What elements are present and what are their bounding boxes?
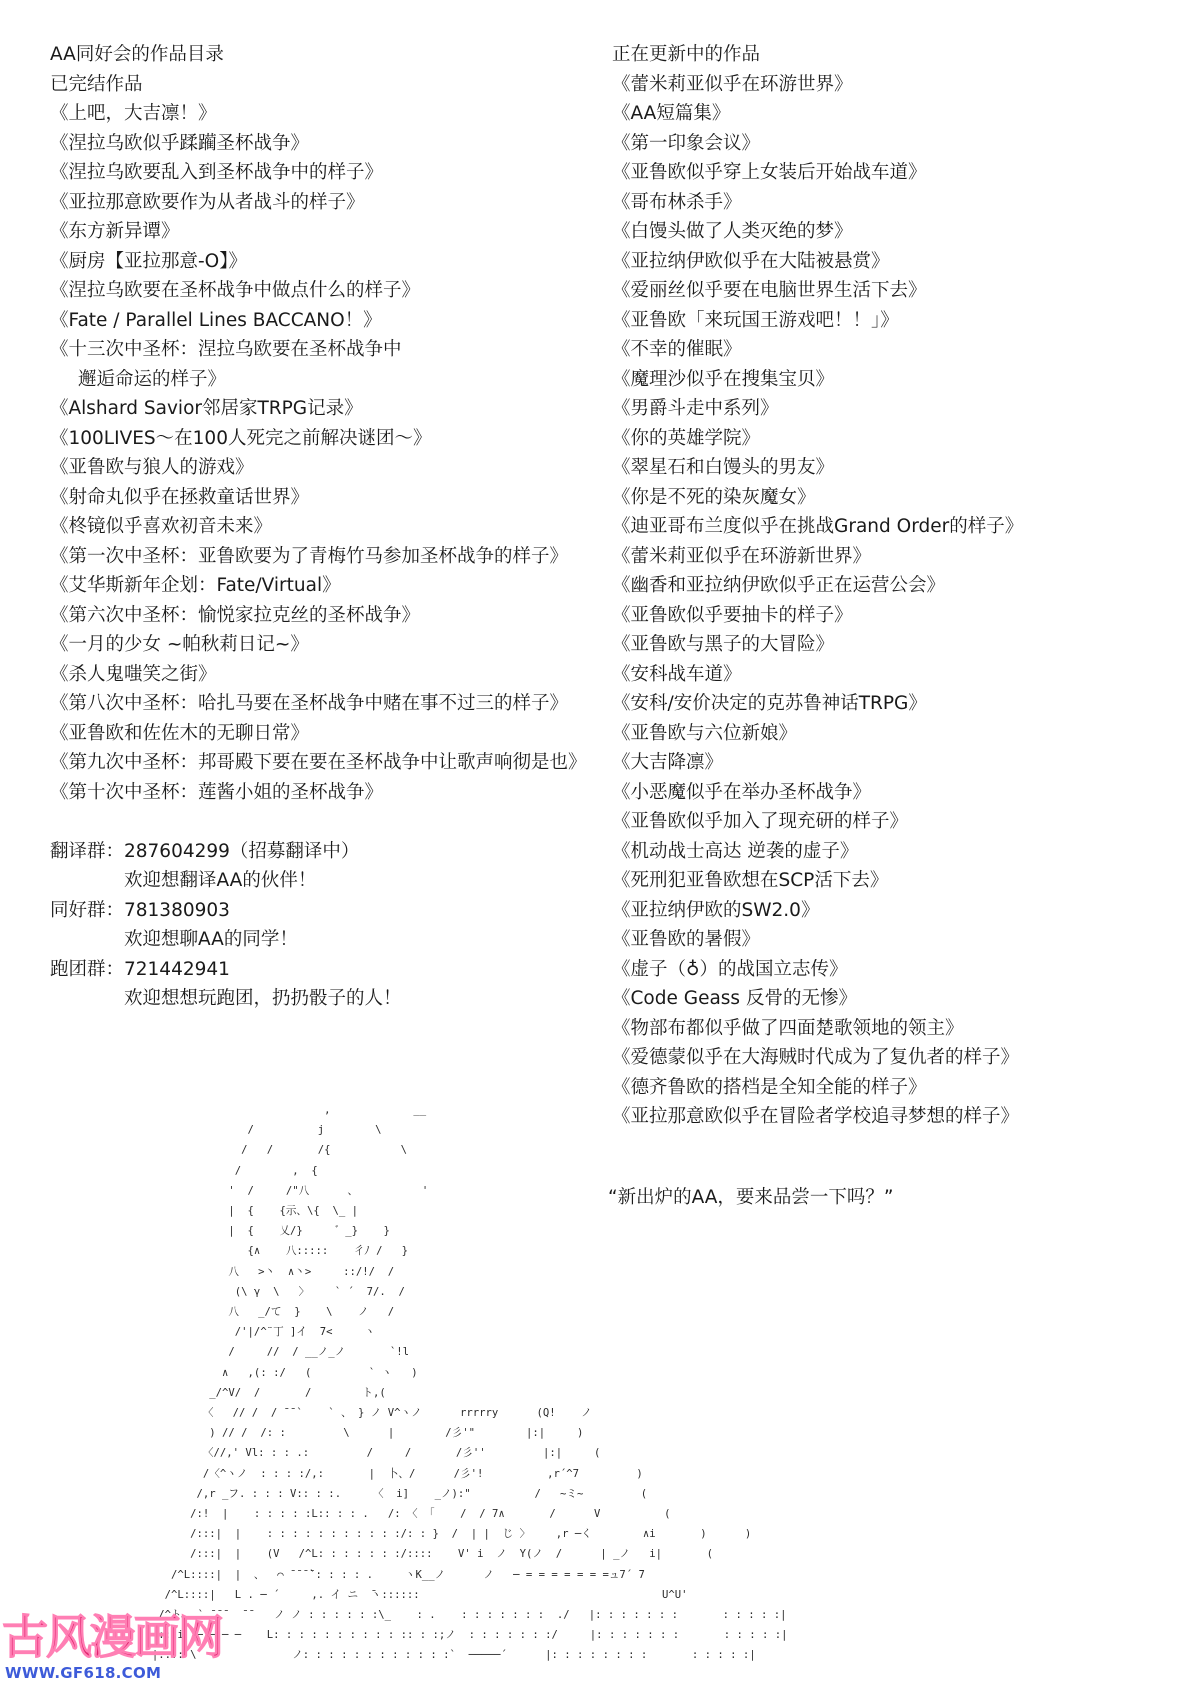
- watermark-url: WWW.GF618.COM: [5, 1664, 162, 1682]
- completed-works-list: [50, 99, 610, 807]
- ongoing-works-list: [612, 70, 1192, 1132]
- work-title: 《魔理沙似乎在搜集宝贝》: [612, 368, 835, 390]
- group-label: 同好群：: [50, 899, 125, 921]
- watermark-logo: 古风漫画网: [2, 1610, 222, 1664]
- work-title: 《亚鲁欧和佐佐木的无聊日常》: [50, 722, 310, 744]
- work-title: 《亚鲁欧的暑假》: [612, 929, 761, 950]
- work-title: 《柊镜似乎喜欢初音未来》: [50, 516, 273, 537]
- work-title: 《亚鲁欧与黑子的大冒险》: [612, 634, 835, 655]
- work-title: 《东方新异谭》: [50, 221, 180, 242]
- work-title: 《亚鲁欧与六位新娘》: [612, 722, 798, 744]
- work-title: 《男爵斗走中系列》: [612, 398, 779, 419]
- qq-groups: [50, 837, 610, 1014]
- work-title: 《亚拉纳伊欧的SW2.0》: [612, 899, 820, 921]
- work-title: 《涅拉乌欧要在圣杯战争中做点什么的样子》: [50, 280, 421, 301]
- group-label: 跑团群：: [50, 958, 125, 980]
- work-title: 《涅拉乌欧要乱入到圣杯战争中的样子》: [50, 162, 384, 183]
- work-title: 《德齐鲁欧的搭档是全知全能的样子》: [612, 1076, 927, 1098]
- work-title: 《亚鲁欧似乎加入了现充研的样子》: [612, 811, 909, 832]
- work-title: 《涅拉乌欧似乎蹂躏圣杯战争》: [50, 132, 310, 154]
- group-note: 欢迎想翻译AA的伙伴！: [124, 870, 317, 891]
- work-title: 《亚拉那意欧要作为从者战斗的样子》: [50, 191, 365, 213]
- work-title: 《100LIVES～在100人死完之前解决谜团～》: [50, 427, 432, 449]
- catalog-title: AA同好会的作品目录: [50, 44, 224, 65]
- work-title: 《物部布都似乎做了四面楚歌领地的领主》: [612, 1017, 964, 1039]
- group-number: 781380903: [124, 899, 230, 921]
- work-title: 《第一印象会议》: [612, 132, 761, 154]
- work-title: 《迪亚哥布兰度似乎在挑战Grand Order的样子》: [612, 516, 1024, 537]
- work-title: 《Fate / Parallel Lines BACCANO！》: [50, 309, 382, 331]
- work-title: 《亚鲁欧似乎穿上女装后开始战车道》: [612, 162, 927, 183]
- work-title: 《杀人鬼嗤笑之街》: [50, 663, 217, 685]
- work-title: 《机动战士高达 逆袭的虚子》: [612, 840, 859, 862]
- work-title: 《你的英雄学院》: [612, 427, 761, 449]
- work-title: 《虚子（♁）的战国立志传》: [612, 958, 848, 980]
- work-title: 《翠星石和白馒头的男友》: [612, 457, 835, 478]
- work-title: 《你是不死的染灰魔女》: [612, 486, 816, 508]
- work-title: 《第八次中圣杯：哈扎马要在圣杯战争中赌在事不过三的样子》: [50, 693, 569, 714]
- group-note: 欢迎想想玩跑团，扔扔骰子的人！: [124, 988, 402, 1009]
- work-title: 《射命丸似乎在拯救童话世界》: [50, 486, 310, 508]
- work-title: 《第一次中圣杯：亚鲁欧要为了青梅竹马参加圣杯战争的样子》: [50, 545, 569, 567]
- work-title: 《小恶魔似乎在举办圣杯战争》: [612, 781, 872, 803]
- completed-section-title: 已完结作品: [50, 73, 143, 95]
- work-title: 《不幸的催眠》: [612, 339, 742, 360]
- work-title: 《爱丽丝似乎要在电脑世界生活下去》: [612, 280, 927, 301]
- work-title: 《亚拉那意欧似乎在冒险者学校追寻梦想的样子》: [612, 1106, 1020, 1127]
- work-title: 《Code Geass 反骨的无惨》: [612, 988, 857, 1009]
- group-number: 287604299（招募翻译中）: [124, 840, 360, 862]
- work-title: 《上吧，大吉凛！》: [50, 103, 217, 124]
- work-title: 《厨房【亚拉那意-O】》: [50, 250, 247, 272]
- work-title: 《亚拉纳伊欧似乎在大陆被悬赏》: [612, 250, 890, 272]
- work-title: 《一月的少女 ~帕秋莉日记~》: [50, 634, 309, 655]
- group-label: 翻译群：: [50, 840, 125, 862]
- work-title: 《艾华斯新年企划：Fate/Virtual》: [50, 575, 341, 596]
- work-title: 《十三次中圣杯：涅拉乌欧要在圣杯战争中: [50, 339, 402, 360]
- group-number: 721442941: [124, 958, 230, 980]
- work-title: 《爱德蒙似乎在大海贼时代成为了复仇者的样子》: [612, 1047, 1020, 1068]
- work-title: 《死刑犯亚鲁欧想在SCP活下去》: [612, 870, 889, 891]
- work-title: 《第十次中圣杯：莲酱小姐的圣杯战争》: [50, 781, 384, 803]
- work-title: 《安科战车道》: [612, 663, 742, 685]
- work-title: 《幽香和亚拉纳伊欧似乎正在运营公会》: [612, 575, 946, 596]
- work-title-continued: 邂逅命运的样子》: [78, 368, 227, 390]
- ongoing-section-title: 正在更新中的作品: [612, 44, 761, 65]
- work-title: 《哥布林杀手》: [612, 191, 742, 213]
- work-title: 《Alshard Savior邻居家TRPG记录》: [50, 398, 363, 419]
- work-title: 《安科/安价决定的克苏鲁神话TRPG》: [612, 693, 927, 714]
- work-title: 《第六次中圣杯：愉悦家拉克丝的圣杯战争》: [50, 604, 421, 626]
- work-title: 《亚鲁欧似乎要抽卡的样子》: [612, 604, 853, 626]
- work-title: 《AA短篇集》: [612, 103, 731, 124]
- work-title: 《白馒头做了人类灭绝的梦》: [612, 221, 853, 242]
- work-title: 《第九次中圣杯：邦哥殿下要在要在圣杯战争中让歌声响彻是也》: [50, 752, 587, 773]
- work-title: 《亚鲁欧与狼人的游戏》: [50, 457, 254, 478]
- watermark: [2, 1610, 222, 1682]
- completed-works-column: [50, 40, 610, 1014]
- work-title: 《蕾米莉亚似乎在环游新世界》: [612, 545, 872, 567]
- group-note: 欢迎想聊AA的同学！: [124, 929, 298, 950]
- work-title: 《大吉降凛》: [612, 752, 724, 773]
- ongoing-works-column: [612, 40, 1192, 1132]
- speech-quote: “新出炉的AA，要来品尝一下吗？”: [608, 1187, 894, 1208]
- work-title: 《亚鲁欧「来玩国王游戏吧！！」》: [612, 309, 899, 331]
- work-title: 《蕾米莉亚似乎在环游世界》: [612, 73, 853, 95]
- ascii-art-illustration: , __ / j \ / / /{ \ / , { ' / /"八 、 ' | { {示、\{ \_ | | { 乂/} ゛_} } {∧ 八::::: 彳ﾉ / } 八 >丶 ∧丶> ::/!/ / (\ γ \ 〉 ` ´ 7/. / 八 _/て } \ ノ / /'|/^¨丁 ]イ ̄7< ヽ / // / __ノ_ノ `!l ∧ ,(: :/ ( ` ヽ ) _/^V/ / / ト,( 〈 // / / ̄ ̄ ` ` 、 } ノ V^ヽノ rrrrry (Q! ノ ) // / /: : \ | /彡'" |:| ) 〈//,' Vl: : : .: / / /彡'' |:| ( /〈^ヽノ : : : :/,: | 卜、/ /彡'! ,r´^7 ) /,r _フ. : : : V:: : :. 〈 i] _ノ):" / ~ミ~ ( /:! | : : : : :L:: : : . /: 〈 「 / / 7∧ / V ( /:::| | : : : : : : : : : : :/: : } / | | じ 〉 ,r ─く ∧i ) ) /:::| | (V /^L: : : : : : :/:::: V' i ノ Y(ノ / | _ノ i| ( /^L::::| | 、 ⌒ ̄ ̄ ̄ ̄`: : : : . ヽK__ノ ノ ─ = = = = = = =ュ7´ ̄7 /^L::::| L . ─ ´ ,. イ ニ ̄ヽ:::::: U^U' /^ト、 ` ̄ ̄ ̄ ̄ ̄ ノ ノ : : : : : :\_ : . : : : : : : : ./ |: : : : : : : : : : : :| |:::i ─ ─ ─ ─ L: : : : : : : : : : :: : :;ノ : : : : : : :/ |: : : : : : : : : : : :| |:::: \ ノ: : : : : : : : : : : :` ─────´ |: : : : : : : : : : : : :|: [151, 1104, 788, 1662]
